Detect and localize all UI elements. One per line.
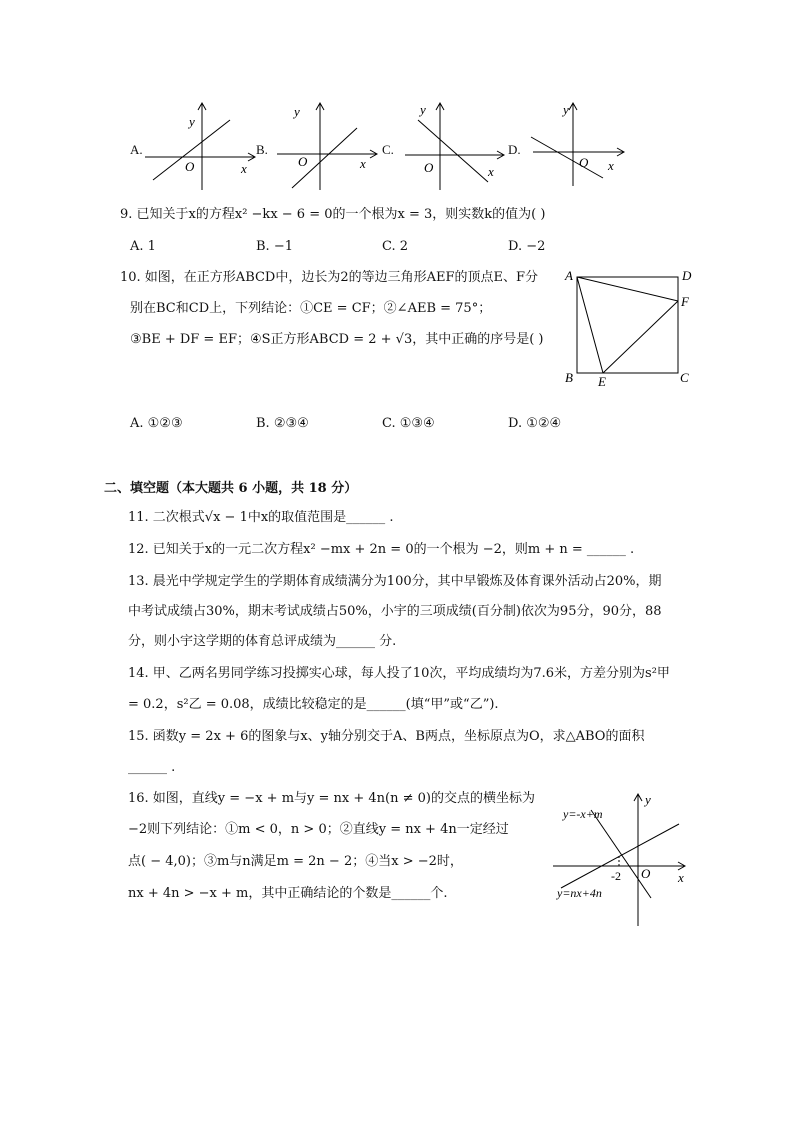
q8-graph-b [272, 100, 382, 195]
line-neg-x-plus-m [591, 810, 651, 898]
svg-text:x: x [360, 156, 366, 171]
q10-option-d: D. ①②④ [508, 416, 562, 431]
segment-ef [603, 301, 678, 373]
section-title: 二、填空题（本大题共 6 小题，共 18 分） [104, 481, 358, 496]
q10-option-b: B. ②③④ [256, 416, 309, 431]
q10-option-a: A. ①②③ [130, 416, 183, 431]
q14-line1: 14. 甲、乙两名男同学练习投掷实心球，每人投了10次，平均成绩均为7.6米，方差分别为s²甲 [128, 666, 670, 681]
vertex-e: E [598, 374, 606, 389]
square-abcd [577, 277, 678, 373]
segment-af [577, 277, 678, 301]
q10-square-figure [562, 266, 702, 392]
q16-y-axis-label: y [645, 792, 651, 807]
svg-text:x: x [488, 164, 494, 179]
vertex-a: A [565, 268, 573, 283]
q16-x-axis-label: x [678, 870, 684, 885]
q16-tick-label: -2 [611, 869, 621, 883]
svg-text:O: O [424, 160, 434, 175]
q16-origin-label: O [641, 866, 651, 881]
q13-line2: 中考试成绩占30%，期末考试成绩占50%，小宇的三项成绩(百分制)依次为95分，90分，88 [128, 604, 662, 619]
q13-line3: 分，则小宇这学期的体育总评成绩为______ 分. [128, 634, 397, 649]
svg-text:y: y [294, 104, 300, 119]
segment-ae [577, 277, 603, 373]
q9-option-c: C. 2 [382, 239, 409, 254]
q10-stem-line1: 10. 如图，在正方形ABCD中，边长为2的等边三角形AEF的顶点E、F分 [120, 270, 539, 285]
q16-line4: nx + 4n > −x + m，其中正确结论的个数是______个. [128, 886, 448, 901]
q15-line2: ______ . [128, 760, 176, 775]
q13-line1: 13. 晨光中学规定学生的学期体育成绩满分为100分，其中早锻炼及体育课外活动占20%，期 [128, 574, 662, 589]
vertex-c: C [680, 370, 689, 385]
q8-graph-a [145, 100, 260, 195]
q8-graph-a-y-label: y [189, 114, 195, 129]
q8-graph-a-origin: O [185, 159, 195, 174]
q8-option-d-label: D. [508, 142, 521, 157]
q8-graph-c [400, 100, 508, 195]
q16-line2-label: y=nx+4n [557, 886, 602, 900]
svg-text:O: O [298, 154, 308, 169]
q10-option-c: C. ①③④ [382, 416, 435, 431]
svg-text:x: x [608, 158, 614, 173]
q8-option-b-label: B. [256, 142, 268, 157]
q16-line1: 16. 如图，直线y = −x + m与y = nx + 4n(n ≠ 0)的交点的横坐标为 [128, 791, 535, 806]
q8-option-c-label: C. [382, 142, 394, 157]
svg-text:y: y [563, 102, 569, 117]
q8-option-a-label: A. [130, 142, 143, 157]
q16-line2: −2则下列结论：①m < 0，n > 0；②直线y = nx + 4n一定经过 [128, 822, 509, 837]
q10-stem-line2: 别在BC和CD上，下列结论：①CE = CF；②∠AEB = 75°； [130, 301, 492, 316]
q16-line1-label: y=-x+m [563, 807, 603, 821]
vertex-b: B [565, 370, 573, 385]
q8-graph-d [528, 100, 628, 190]
q9-option-b: B. −1 [256, 239, 293, 254]
q15-line1: 15. 函数y = 2x + 6的图象与x、y轴分别交于A、B两点，坐标原点为O，求△ABO的面积 [128, 729, 645, 744]
q8-graph-a-x-label: x [241, 161, 247, 176]
q16-graph-figure [553, 790, 693, 930]
q9-option-d: D. −2 [508, 239, 546, 254]
q14-line2: = 0.2，s²乙 = 0.08，成绩比较稳定的是______(填“甲”或“乙”). [128, 697, 499, 712]
vertex-f: F [681, 294, 689, 309]
q9-stem: 9. 已知关于x的方程x² −kx − 6 = 0的一个根为x = 3，则实数k的值为( ) [120, 207, 546, 222]
svg-text:O: O [579, 155, 589, 170]
q11-text: 11. 二次根式√x − 1中x的取值范围是______ . [128, 510, 394, 525]
svg-text:y: y [420, 102, 426, 117]
q12-text: 12. 已知关于x的一元二次方程x² −mx + 2n = 0的一个根为 −2，则m + n = ______ . [128, 542, 635, 557]
q9-option-a: A. 1 [130, 239, 156, 254]
vertex-d: D [682, 268, 692, 283]
q10-stem-line3: ③BE + DF = EF；④S正方形ABCD = 2 + √3，其中正确的序号是( ) [130, 332, 544, 347]
q16-line3: 点( − 4,0)；③m与n满足m = 2n − 2；④当x > −2时， [128, 854, 463, 869]
